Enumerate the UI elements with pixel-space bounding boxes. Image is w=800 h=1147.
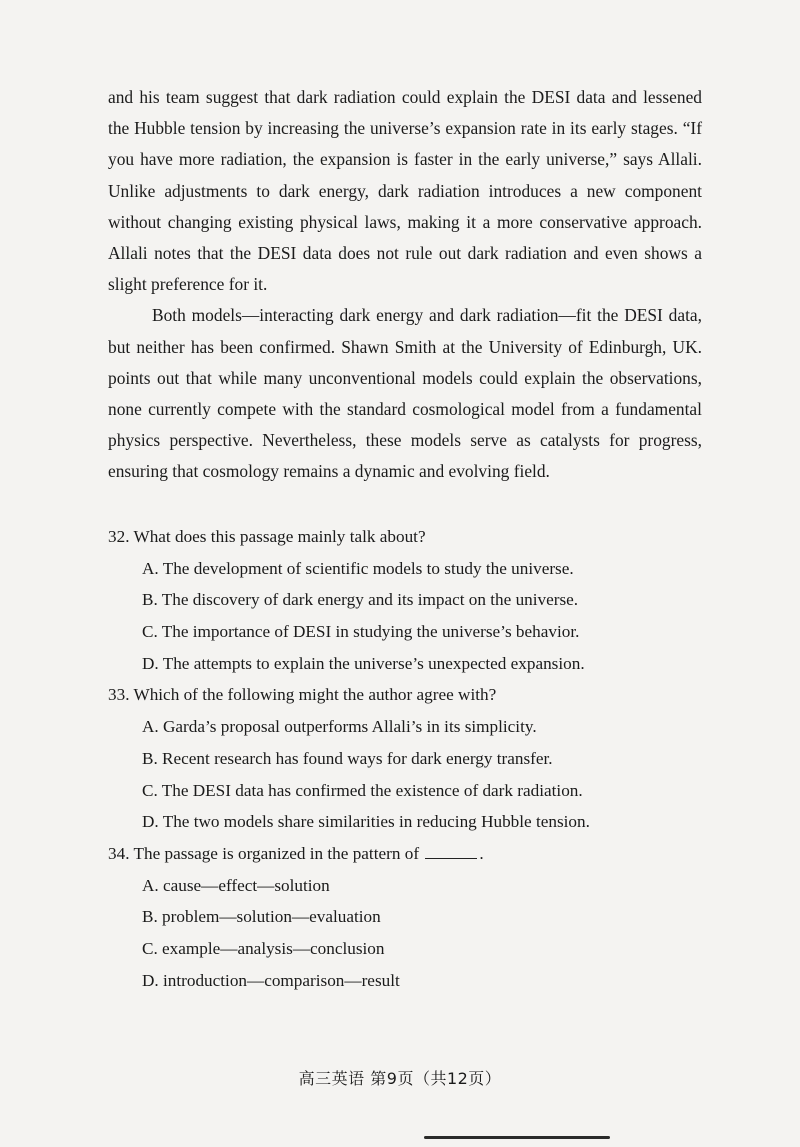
- option-b: B. Recent research has found ways for dark energy transfer.: [142, 748, 553, 768]
- question-33: [108, 679, 708, 837]
- question-stem: 33. Which of the following might the author agree with?: [108, 685, 497, 705]
- option-b: B. problem—solution—evaluation: [142, 907, 381, 927]
- reading-passage: [108, 82, 702, 488]
- question-34: [108, 838, 708, 996]
- question-32: [108, 521, 708, 679]
- question-stem: 32. What does this passage mainly talk about?: [108, 527, 426, 546]
- option-a: A. The development of scientific models to study the universe.: [142, 558, 574, 578]
- option-c: C. The importance of DESI in studying the universe’s behavior.: [142, 622, 580, 642]
- option-a: A. Garda’s proposal outperforms Allali’s in its simplicity.: [142, 717, 537, 737]
- option-b: B. The discovery of dark energy and its impact on the universe.: [142, 590, 579, 610]
- question-stem-end: .: [479, 843, 484, 863]
- option-c: C. example—analysis—conclusion: [142, 938, 385, 958]
- question-list: [108, 521, 708, 996]
- question-stem: [108, 838, 708, 870]
- option-d: D. The two models share similarities in reducing Hubble tension.: [142, 812, 590, 832]
- option-d: D. The attempts to explain the universe’s unexpected expansion.: [142, 653, 585, 673]
- answer-blank: [425, 844, 477, 859]
- question-stem-text: 34. The passage is organized in the pattern of: [108, 843, 420, 863]
- page-footer: 高三英语 第9页（共12页）: [298, 1069, 502, 1088]
- passage-paragraph-1: and his team suggest that dark radiation could explain the DESI data and lessened the Hubble tension by increasing the universe’s expansion rate in its early stages. “If you have more radiation, the expansion is faster in the early universe,” says Allali. Unlike adjustments to dark energy, dark radiation introduces a new component without changing existing physical laws, making it a more conservative approach. Allali notes that the DESI data does not rule out dark radiation and even shows a slight preference for it.: [108, 87, 702, 295]
- option-d: D. introduction—comparison—result: [142, 970, 400, 990]
- bottom-divider: [424, 1136, 610, 1139]
- passage-paragraph-2: Both models—interacting dark energy and dark radiation—fit the DESI data, but neither has been confirmed. Shawn Smith at the University of Edinburgh, UK. points out that while many unconventional models could explain the observations, none currently compete with the standard cosmological model from a fundamental physics perspective. Nevertheless, these models serve as catalysts for progress, ensuring that cosmology remains a dynamic and evolving field.: [108, 305, 702, 482]
- option-c: C. The DESI data has confirmed the existence of dark radiation.: [142, 780, 583, 800]
- option-a: A. cause—effect—solution: [142, 875, 330, 895]
